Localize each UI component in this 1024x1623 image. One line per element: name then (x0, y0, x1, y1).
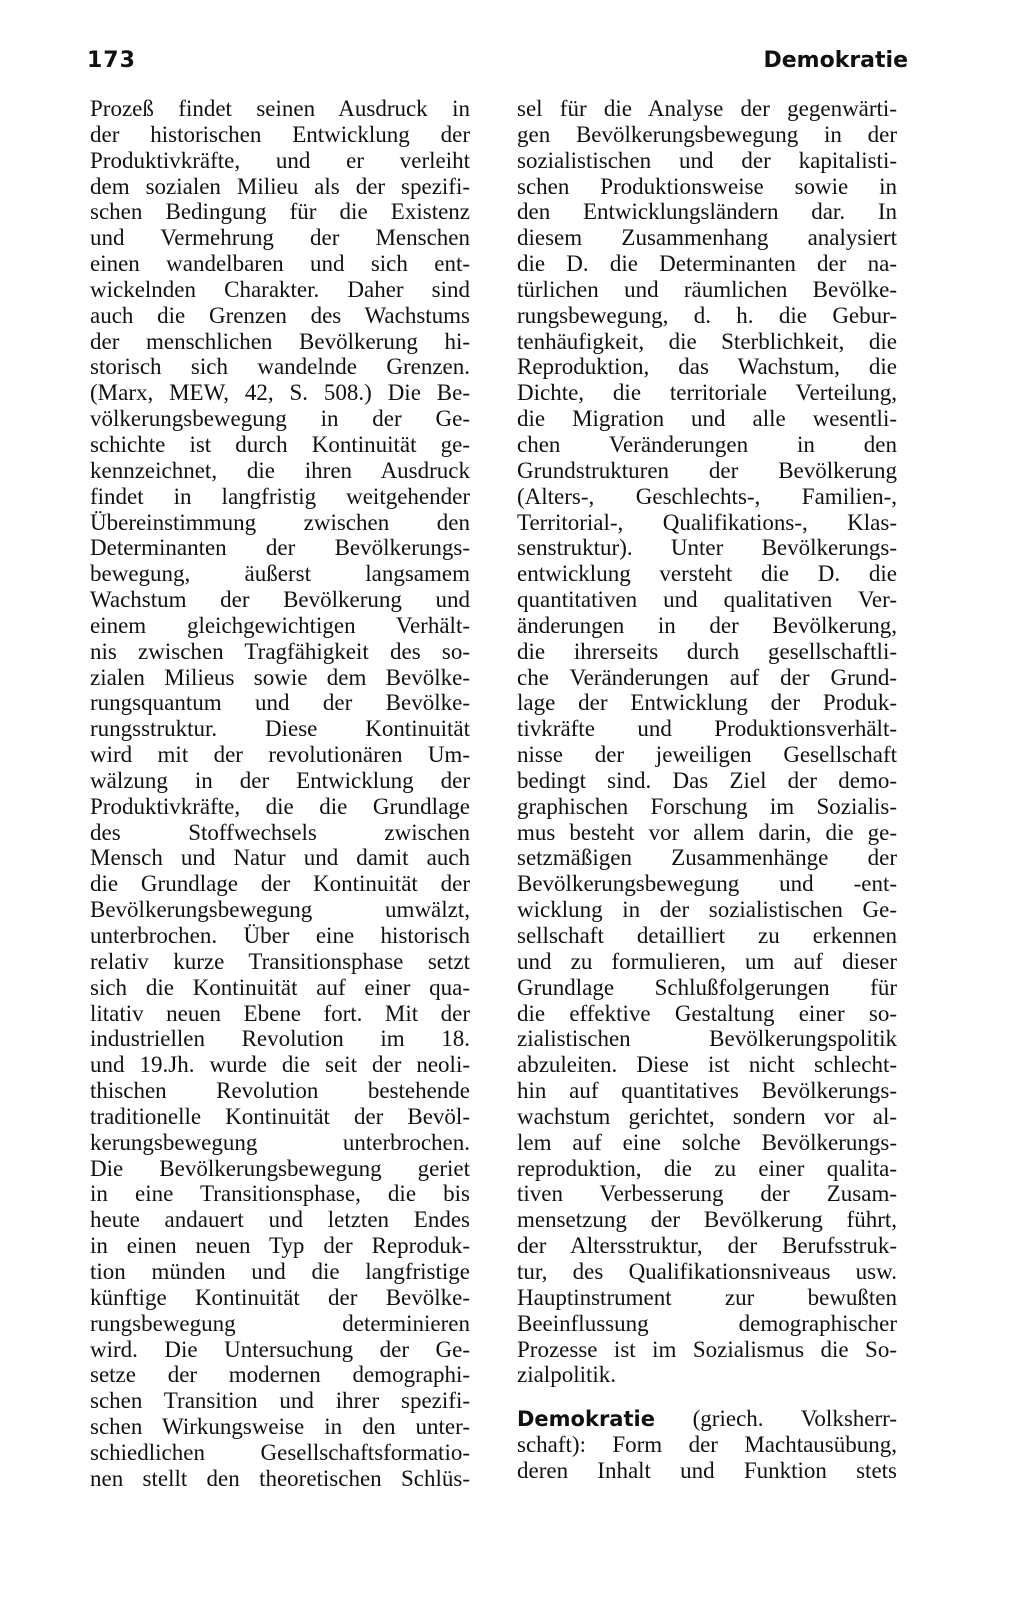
text-line: Beeinflussung demographischer (517, 1310, 897, 1336)
text-line: Prozesse ist im Sozialismus die So- (517, 1336, 897, 1362)
text-line: und 19.Jh. wurde die seit der neoli- (90, 1052, 470, 1078)
text-line: tenhäufigkeit, die Sterblichkeit, die (517, 328, 897, 354)
text-line: die D. die Determinanten der na- (517, 251, 897, 277)
running-title: Demokratie (763, 48, 908, 73)
text-line: einen wandelbaren und sich ent- (90, 251, 470, 277)
text-line: lage der Entwicklung der Produk- (517, 690, 897, 716)
text-line: der menschlichen Bevölkerung hi- (90, 328, 470, 354)
text-line: Übereinstimmung zwischen den (90, 509, 470, 535)
text-line: zialistischen Bevölkerungspolitik (517, 1026, 897, 1052)
text-line: der historischen Entwicklung der (90, 121, 470, 147)
text-line: schen Produktionsweise sowie in (517, 173, 897, 199)
text-line: Bevölkerungsbewegung und -ent- (517, 871, 897, 897)
text-line: graphischen Forschung im Sozialis- (517, 793, 897, 819)
text-line: und zu formulieren, um auf dieser (517, 948, 897, 974)
text-line: schen Wirkungsweise in den unter- (90, 1414, 470, 1440)
text-line: wälzung in der Entwicklung der (90, 767, 470, 793)
text-line: deren Inhalt und Funktion stets (517, 1457, 897, 1483)
text-line: findet in langfristig weitgehender (90, 483, 470, 509)
text-line: mus besteht vor allem darin, die ge- (517, 819, 897, 845)
text-line: Dichte, die territoriale Verteilung, (517, 380, 897, 406)
text-line: Hauptinstrument zur bewußten (517, 1284, 897, 1310)
text-line: diesem Zusammenhang analysiert (517, 225, 897, 251)
text-line: zialen Milieus sowie dem Bevölke- (90, 664, 470, 690)
text-line: mensetzung der Bevölkerung führt, (517, 1207, 897, 1233)
text-line: traditionelle Kontinuität der Bevöl- (90, 1103, 470, 1129)
text-line: senstruktur). Unter Bevölkerungs- (517, 535, 897, 561)
text-line: wird. Die Untersuchung der Ge- (90, 1336, 470, 1362)
text-line: Prozeß findet seinen Ausdruck in (90, 96, 470, 121)
text-line: quantitativen und qualitativen Ver- (517, 587, 897, 613)
entry-first-line-rest: (griech. Volksherr- (654, 1406, 897, 1432)
text-line: lem auf eine solche Bevölkerungs- (517, 1129, 897, 1155)
text-line: chen Veränderungen in den (517, 431, 897, 457)
text-line: sel für die Analyse der gegenwärti- (517, 96, 897, 121)
text-line: bewegung, äußerst langsamem (90, 561, 470, 587)
text-line: schaft): Form der Machtausübung, (517, 1432, 897, 1458)
text-line: auch die Grenzen des Wachstums (90, 302, 470, 328)
text-line: schichte ist durch Kontinuität ge- (90, 431, 470, 457)
text-line: die ihrerseits durch gesellschaftli- (517, 638, 897, 664)
text-line: Grundstrukturen der Bevölkerung (517, 457, 897, 483)
text-line: sozialistischen und der kapitalisti- (517, 147, 897, 173)
text-line: heute andauert und letzten Endes (90, 1207, 470, 1233)
text-line: sellschaft detailliert zu erkennen (517, 923, 897, 948)
text-line: rungsbewegung, d. h. die Gebur- (517, 302, 897, 328)
text-line: schiedlichen Gesellschaftsformatio- (90, 1439, 470, 1465)
text-line: wickelnden Charakter. Daher sind (90, 276, 470, 302)
text-line: Mensch und Natur und damit auch (90, 845, 470, 871)
text-line: Produktivkräfte, und er verleiht (90, 147, 470, 173)
text-line: setze der modernen demographi- (90, 1362, 470, 1388)
text-line: bedingt sind. Das Ziel der demo- (517, 767, 897, 793)
text-line: sich die Kontinuität auf einer qua- (90, 974, 470, 1000)
text-line: tion münden und die langfristige (90, 1258, 470, 1284)
text-line: in eine Transitionsphase, die bis (90, 1181, 470, 1207)
text-line: Die Bevölkerungsbewegung geriet (90, 1155, 470, 1181)
text-line: kerungsbewegung unterbrochen. (90, 1129, 470, 1155)
text-line: künftige Kontinuität der Bevölke- (90, 1284, 470, 1310)
text-line: Grundlage Schlußfolgerungen für (517, 974, 897, 1000)
text-line: schen Bedingung für die Existenz (90, 199, 470, 225)
text-line: unterbrochen. Über eine historisch (90, 923, 470, 948)
text-line: litativ neuen Ebene fort. Mit der (90, 1000, 470, 1026)
text-line: entwicklung versteht die D. die (517, 561, 897, 587)
text-line: rungsbewegung determinieren (90, 1310, 470, 1336)
text-line: schen Transition und ihrer spezifi- (90, 1388, 470, 1414)
text-line: thischen Revolution bestehende (90, 1078, 470, 1104)
text-line: und Vermehrung der Menschen (90, 225, 470, 251)
text-line: abzuleiten. Diese ist nicht schlecht- (517, 1052, 897, 1078)
text-line: wicklung in der sozialistischen Ge- (517, 897, 897, 923)
text-line: dem sozialen Milieu als der spezifi- (90, 173, 470, 199)
right-column (517, 96, 897, 1484)
entry-gap (517, 1388, 897, 1406)
text-line: in einen neuen Typ der Reproduk- (90, 1233, 470, 1259)
text-line: Territorial-, Qualifikations-, Klas- (517, 509, 897, 535)
left-column (90, 96, 470, 1492)
text-line: kennzeichnet, die ihren Ausdruck (90, 457, 470, 483)
text-line: völkerungsbewegung in der Ge- (90, 406, 470, 432)
text-line: tur, des Qualifikationsniveaus usw. (517, 1258, 897, 1284)
entry-first-line (517, 1406, 897, 1432)
text-line: Wachstum der Bevölkerung und (90, 587, 470, 613)
text-line: tiven Verbesserung der Zusam- (517, 1181, 897, 1207)
text-line: des Stoffwechsels zwischen (90, 819, 470, 845)
text-line: Bevölkerungsbewegung umwälzt, (90, 897, 470, 923)
text-line: nisse der jeweiligen Gesellschaft (517, 742, 897, 768)
text-line: den Entwicklungsländern dar. In (517, 199, 897, 225)
text-line: industriellen Revolution im 18. (90, 1026, 470, 1052)
text-line: nen stellt den theoretischen Schlüs- (90, 1465, 470, 1491)
text-line: tivkräfte und Produktionsverhält- (517, 716, 897, 742)
text-line: relativ kurze Transitionsphase setzt (90, 948, 470, 974)
text-line: Determinanten der Bevölkerungs- (90, 535, 470, 561)
text-line: wird mit der revolutionären Um- (90, 742, 470, 768)
text-line: gen Bevölkerungsbewegung in der (517, 121, 897, 147)
page-number: 173 (87, 48, 136, 73)
text-line: die Grundlage der Kontinuität der (90, 871, 470, 897)
entry-headword: Demokratie (517, 1407, 655, 1432)
text-line: storisch sich wandelnde Grenzen. (90, 354, 470, 380)
text-line: setzmäßigen Zusammenhänge der (517, 845, 897, 871)
text-line: hin auf quantitatives Bevölkerungs- (517, 1078, 897, 1104)
text-line: türlichen und räumlichen Bevölke- (517, 276, 897, 302)
text-line: (Alters-, Geschlechts-, Familien-, (517, 483, 897, 509)
text-line: einem gleichgewichtigen Verhält- (90, 612, 470, 638)
text-line: Reproduktion, das Wachstum, die (517, 354, 897, 380)
text-line: wachstum gerichtet, sondern vor al- (517, 1103, 897, 1129)
text-line: nis zwischen Tragfähigkeit des so- (90, 638, 470, 664)
text-line: änderungen in der Bevölkerung, (517, 612, 897, 638)
text-line: rungsstruktur. Diese Kontinuität (90, 716, 470, 742)
text-line: zialpolitik. (517, 1362, 617, 1388)
text-line: der Altersstruktur, der Berufsstruk- (517, 1233, 897, 1259)
text-line: che Veränderungen auf der Grund- (517, 664, 897, 690)
text-line: reproduktion, die zu einer qualita- (517, 1155, 897, 1181)
text-line: (Marx, MEW, 42, S. 508.) Die Be- (90, 380, 470, 406)
text-line: die effektive Gestaltung einer so- (517, 1000, 897, 1026)
text-line: rungsquantum und der Bevölke- (90, 690, 470, 716)
text-line: die Migration und alle wesentli- (517, 406, 897, 432)
text-line: Produktivkräfte, die die Grundlage (90, 793, 470, 819)
